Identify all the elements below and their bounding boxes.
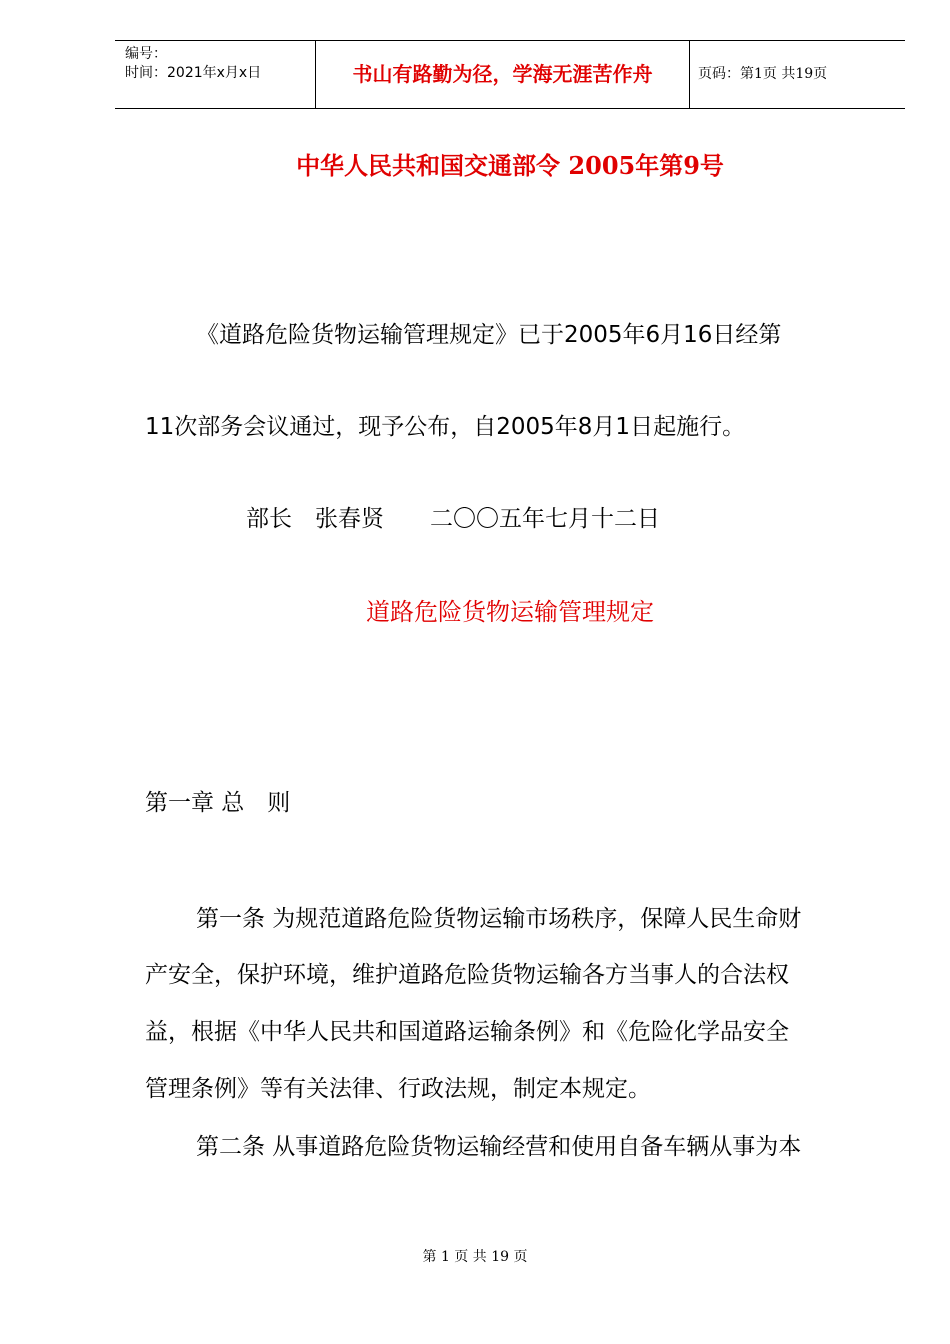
- header-page-info: 页码：第1页 共19页: [698, 66, 828, 82]
- announcement-line-2: 11次部务会议通过，现予公布，自2005年8月1日起施行。: [145, 414, 746, 440]
- article-2-line-1: 第二条 从事道路危险货物运输经营和使用自备车辆从事为本: [196, 1134, 802, 1160]
- signature-line: 部长 张春贤 二〇〇五年七月十二日: [246, 506, 660, 532]
- article-1-line-1: 第一条 为规范道路危险货物运输市场秩序，保障人民生命财: [196, 906, 802, 932]
- announcement-line-1: 《道路危险货物运输管理规定》已于2005年6月16日经第: [196, 322, 782, 348]
- header-meta-cell: [115, 41, 316, 108]
- regulation-subtitle: 道路危险货物运输管理规定: [366, 598, 654, 626]
- page-footer: 第 1 页 共 19 页: [422, 1249, 528, 1265]
- chapter-heading: 第一章 总 则: [145, 790, 291, 816]
- article-1-line-4: 管理条例》等有关法律、行政法规，制定本规定。: [145, 1076, 651, 1102]
- article-1-line-3: 益，根据《中华人民共和国道路运输条例》和《危险化学品安全: [145, 1019, 789, 1045]
- page-header: [115, 40, 905, 109]
- article-1-line-2: 产安全，保护环境，维护道路危险货物运输各方当事人的合法权: [145, 962, 789, 988]
- header-number: 编号：: [125, 46, 167, 62]
- header-motto: 书山有路勤为径，学海无涯苦作舟: [316, 41, 690, 108]
- document-title: 中华人民共和国交通部令 2005年第9号: [296, 151, 724, 180]
- header-time: 时间：2021年x月x日: [125, 65, 262, 81]
